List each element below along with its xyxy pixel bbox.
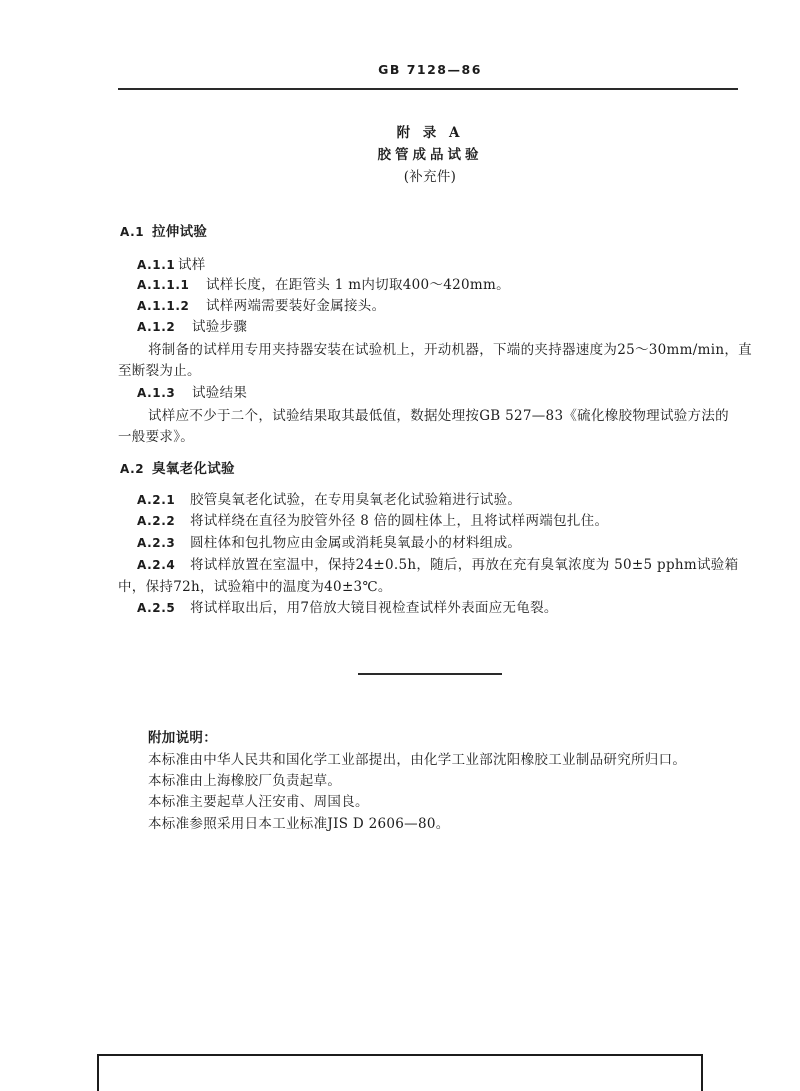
clause-text: 将试样取出后，用7倍放大镜目视检查试样外表面应无龟裂。 xyxy=(190,600,558,616)
section-title: 拉伸试验 xyxy=(152,224,208,240)
section-number: A.1 xyxy=(120,225,145,239)
clause-a23 xyxy=(137,535,521,551)
notes-line: 本标准由上海橡胶厂负责起草。 xyxy=(148,773,342,789)
clause-a111 xyxy=(137,277,510,293)
clause-a21 xyxy=(137,492,521,508)
header-rule xyxy=(118,88,738,90)
clause-number: A.1.3 xyxy=(137,386,176,400)
clause-text: 将试样绕在直径为胶管外径 8 倍的圆柱体上，且将试样两端包扎住。 xyxy=(190,513,609,529)
clause-number: A.1.1.2 xyxy=(137,299,190,313)
clause-a22 xyxy=(137,513,608,529)
clause-number: A.2.4 xyxy=(137,558,176,572)
clause-text: 试样两端需要装好金属接头。 xyxy=(206,298,386,314)
section-number: A.2 xyxy=(120,462,145,476)
standard-code-header: GB 7128—86 xyxy=(378,62,482,77)
clause-number: A.2.1 xyxy=(137,493,176,507)
clause-a112 xyxy=(137,298,385,314)
appendix-note: (补充件) xyxy=(403,169,457,185)
notes-line: 本标准参照采用日本工业标准JIS D 2606—80。 xyxy=(148,816,450,832)
clause-text: 将试样放置在室温中，保持24±0.5h，随后，再放在充有臭氧浓度为 50±5 pphm试验箱 xyxy=(190,557,739,573)
clause-number: A.1.2 xyxy=(137,320,176,334)
end-separator xyxy=(358,673,502,675)
clause-text: 试样长度，在距管头 1 m内切取400～420mm。 xyxy=(206,277,510,293)
notes-heading: 附加说明： xyxy=(148,730,217,746)
clause-title: 试样 xyxy=(178,257,206,273)
paragraph-line: 中，保持72h，试验箱中的温度为40±3℃。 xyxy=(118,579,392,595)
clause-a13 xyxy=(137,385,247,401)
notes-line: 本标准由中华人民共和国化学工业部提出，由化学工业部沈阳橡胶工业制品研究所归口。 xyxy=(148,752,687,768)
clause-number: A.1.1 xyxy=(137,258,176,272)
clause-title: 试验步骤 xyxy=(192,319,248,335)
paragraph-line: 试样应不少于二个，试验结果取其最低值，数据处理按GB 527—83《硫化橡胶物理试验方法的 xyxy=(148,408,729,424)
paragraph-line: 一般要求》。 xyxy=(118,429,195,445)
clause-title: 试验结果 xyxy=(192,385,248,401)
clause-a12 xyxy=(137,319,247,335)
clause-a11 xyxy=(137,257,206,273)
clause-a24 xyxy=(137,557,738,573)
clause-number: A.2.5 xyxy=(137,601,176,615)
clause-text: 圆柱体和包扎物应由金属或消耗臭氧最小的材料组成。 xyxy=(190,535,522,551)
appendix-label: 附 录 A xyxy=(396,125,464,141)
clause-text: 胶管臭氧老化试验，在专用臭氧老化试验箱进行试验。 xyxy=(190,492,522,508)
notes-line: 本标准主要起草人汪安甫、周国良。 xyxy=(148,794,369,810)
section-a1-heading xyxy=(120,224,207,240)
clause-number: A.2.3 xyxy=(137,536,176,550)
section-title: 臭氧老化试验 xyxy=(152,461,235,477)
clause-a25 xyxy=(137,600,558,616)
clause-number: A.2.2 xyxy=(137,514,176,528)
clause-number: A.1.1.1 xyxy=(137,278,190,292)
paragraph-line: 将制备的试样用专用夹持器安装在试验机上，开动机器，下端的夹持器速度为25～30mm/min，直 xyxy=(148,342,752,358)
section-a2-heading xyxy=(120,461,235,477)
bottom-frame xyxy=(97,1054,703,1091)
paragraph-line: 至断裂为止。 xyxy=(118,363,201,379)
appendix-title: 胶管成品试验 xyxy=(377,147,483,163)
